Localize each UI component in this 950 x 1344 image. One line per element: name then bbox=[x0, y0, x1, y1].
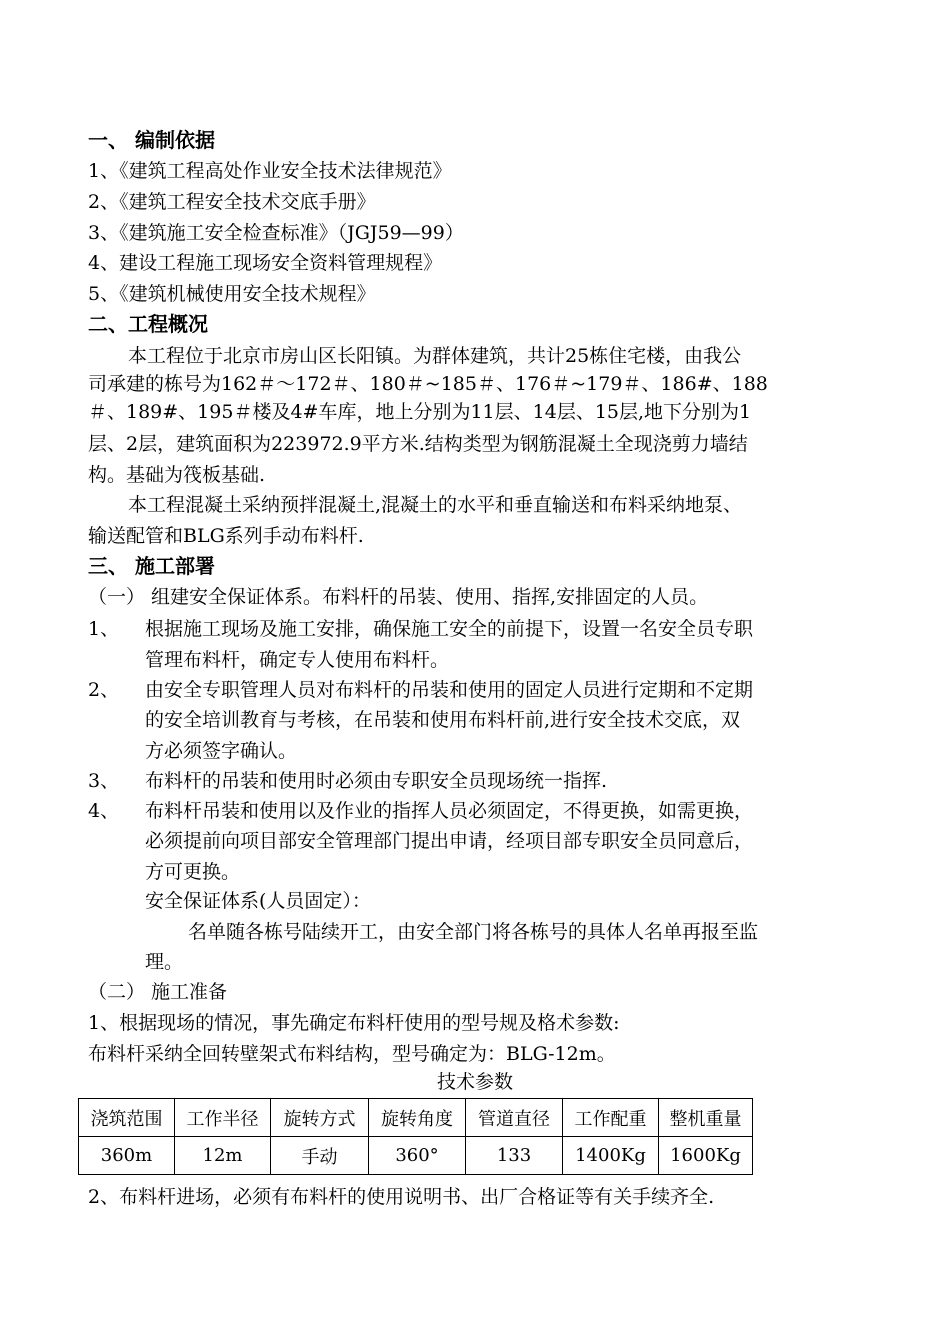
item-line: 必须提前向项目部安全管理部门提出申请，经项目部专职安全员同意后， bbox=[145, 830, 754, 852]
item-number: 4、 bbox=[88, 800, 120, 822]
prep-line: 2、布料杆进场，必须有布料杆的使用说明书、出厂合格证等有关手续齐全. bbox=[88, 1186, 715, 1208]
reference-item: 5、《建筑机械使用安全技术规程》 bbox=[88, 283, 376, 305]
prep-line: 1、根据现场的情况，事先确定布料杆使用的型号规及格术参数: bbox=[88, 1012, 620, 1034]
item-line: 管理布料杆，确定专人使用布料杆。 bbox=[145, 649, 450, 671]
table-header-cell: 管道直径 bbox=[466, 1099, 563, 1137]
subsection-2-title: （二） 施工准备 bbox=[88, 981, 228, 1003]
section-2-heading: 二、工程概况 bbox=[88, 312, 208, 336]
personnel-note-line: 理。 bbox=[145, 951, 184, 973]
section-1-heading: 一、 编制依据 bbox=[88, 128, 215, 152]
table-cell: 360° bbox=[369, 1137, 466, 1175]
table-header-cell: 工作半径 bbox=[175, 1099, 271, 1137]
table-header-cell: 整机重量 bbox=[659, 1099, 753, 1137]
item-line: 方可更换。 bbox=[145, 861, 241, 883]
table-header-cell: 旋转方式 bbox=[271, 1099, 369, 1137]
prep-line: 布料杆采纳全回转壁架式布料结构，型号确定为：BLG-12m。 bbox=[88, 1043, 616, 1065]
subsection-1-title: （一） 组建安全保证体系。布料杆的吊装、使用、指挥,安排固定的人员。 bbox=[88, 586, 709, 608]
table-cell: 1600Kg bbox=[659, 1137, 753, 1175]
table-cell: 360m bbox=[79, 1137, 175, 1175]
reference-item: 1、《建筑工程高处作业安全技术法律规范》 bbox=[88, 160, 452, 182]
table-header-cell: 浇筑范围 bbox=[79, 1099, 175, 1137]
table-cell: 1400Kg bbox=[563, 1137, 659, 1175]
overview-line: ＃、189#、195＃楼及4#车库，地上分别为11层、14层、15层,地下分别为1 bbox=[88, 401, 752, 423]
table-cell: 12m bbox=[175, 1137, 271, 1175]
personnel-note-line: 名单随各栋号陆续开工，由安全部门将各栋号的具体人名单再报至监 bbox=[188, 921, 759, 943]
table-cell: 手动 bbox=[271, 1137, 369, 1175]
section-3-heading: 三、 施工部署 bbox=[88, 554, 215, 578]
item-line: 的安全培训教育与考核，在吊装和使用布料杆前,进行安全技术交底，双 bbox=[145, 709, 741, 731]
table-caption: 技术参数 bbox=[436, 1071, 513, 1093]
overview-line: 司承建的栋号为162＃～172＃、180＃~185＃、176＃~179＃、186#、188 bbox=[88, 373, 768, 395]
item-number: 2、 bbox=[88, 679, 120, 701]
item-line: 布料杆的吊装和使用时必须由专职安全员现场统一指挥. bbox=[145, 770, 608, 792]
tech-params-table bbox=[78, 1098, 753, 1175]
reference-item: 4、建设工程施工现场安全资料管理规程》 bbox=[88, 252, 443, 274]
item-line: 布料杆吊装和使用以及作业的指挥人员必须固定，不得更换，如需更换， bbox=[145, 800, 754, 822]
concrete-line: 输送配管和BLG系列手动布料杆. bbox=[88, 525, 364, 547]
table-header-row bbox=[79, 1099, 753, 1137]
item-line: 方必须签字确认。 bbox=[145, 740, 298, 762]
reference-item: 2、《建筑工程安全技术交底手册》 bbox=[88, 191, 376, 213]
safety-system-label: 安全保证体系(人员固定）： bbox=[145, 890, 371, 912]
overview-line: 构。基础为筏板基础. bbox=[88, 464, 266, 486]
overview-line: 层、2层，建筑面积为223972.9平方米.结构类型为钢筋混凝土全现浇剪力墙结 bbox=[88, 433, 748, 455]
overview-line: 本工程位于北京市房山区长阳镇。为群体建筑，共计25栋住宅楼，由我公 bbox=[128, 345, 742, 367]
concrete-line: 本工程混凝土采纳预拌混凝土,混凝土的水平和垂直输送和布料采纳地泵、 bbox=[128, 494, 743, 516]
reference-item: 3、《建筑施工安全检查标准》（JGJ59—99） bbox=[88, 222, 464, 244]
table-header-cell: 旋转角度 bbox=[369, 1099, 466, 1137]
table-cell: 133 bbox=[466, 1137, 563, 1175]
item-line: 根据施工现场及施工安排，确保施工安全的前提下，设置一名安全员专职 bbox=[145, 618, 754, 640]
item-number: 1、 bbox=[88, 618, 120, 640]
table-header-cell: 工作配重 bbox=[563, 1099, 659, 1137]
item-number: 3、 bbox=[88, 770, 120, 792]
table-row bbox=[79, 1137, 753, 1175]
item-line: 由安全专职管理人员对布料杆的吊装和使用的固定人员进行定期和不定期 bbox=[145, 679, 754, 701]
